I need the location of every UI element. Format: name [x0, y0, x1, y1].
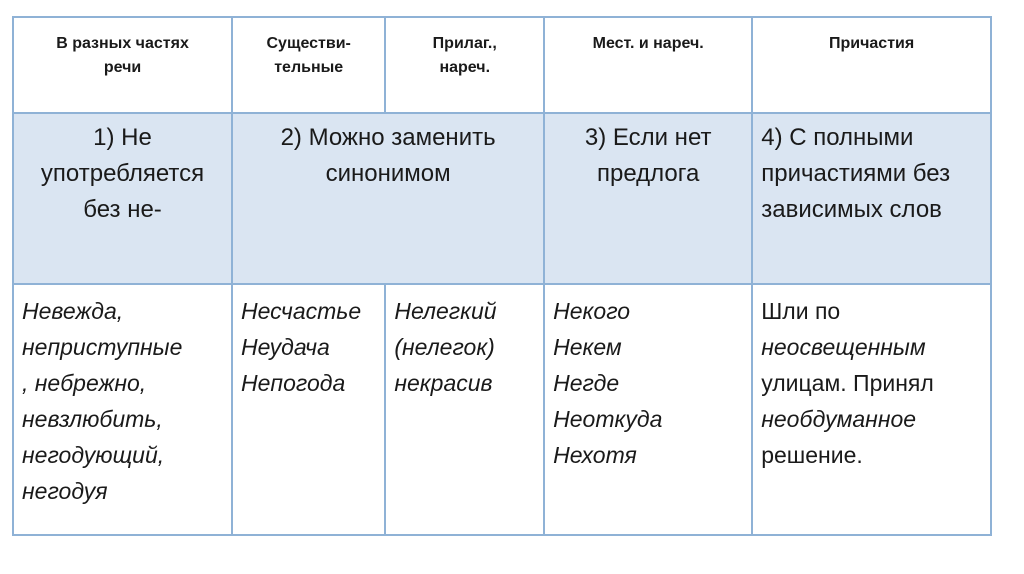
rules-table	[12, 16, 992, 536]
header-text: Существи-	[266, 35, 351, 52]
example-phrase: необдуманное	[761, 406, 917, 432]
example-word: неприступные	[22, 334, 183, 360]
example-word: негодуя	[22, 478, 108, 504]
rule-text: 3) Если нет	[584, 124, 712, 151]
header-participles	[752, 17, 991, 113]
example-word: Непогода	[241, 370, 346, 396]
example-word: Неоткуда	[553, 406, 663, 432]
header-text: тельные	[274, 59, 344, 76]
example-word: Негде	[553, 370, 620, 396]
rule-1	[13, 113, 232, 284]
example-word: , небрежно,	[22, 370, 147, 396]
rule-text: без не-	[83, 196, 162, 223]
example-word: Некем	[553, 334, 622, 360]
rule-row	[13, 113, 991, 284]
header-text: речи	[103, 59, 142, 76]
examples-5	[752, 284, 991, 535]
examples-2	[232, 284, 385, 535]
example-word: негодующий,	[22, 442, 165, 468]
examples-3	[385, 284, 544, 535]
rule-text: причастиями без	[761, 160, 951, 187]
rule-text: 2) Можно заменить	[280, 124, 496, 151]
rule-3	[544, 113, 752, 284]
header-text: Прилаг.,	[432, 35, 497, 52]
example-word: Неудача	[241, 334, 330, 360]
rule-text: 4) С полными	[761, 124, 914, 151]
rule-text: предлога	[596, 160, 700, 187]
header-text: В разных частях	[56, 35, 189, 52]
header-adjectives	[385, 17, 544, 113]
header-parts-of-speech	[13, 17, 232, 113]
example-word: некрасив	[394, 370, 493, 396]
rule-2	[232, 113, 544, 284]
example-word: Невежда,	[22, 298, 124, 324]
examples-4	[544, 284, 752, 535]
examples-1	[13, 284, 232, 535]
example-word: (нелегок)	[394, 334, 495, 360]
header-text: нареч.	[439, 59, 491, 76]
examples-row	[13, 284, 991, 535]
example-phrase: неосвещенным	[761, 334, 926, 360]
header-text: Мест. и нареч.	[592, 35, 704, 52]
example-word: Некого	[553, 298, 631, 324]
header-pronouns-adverbs	[544, 17, 752, 113]
rule-4	[752, 113, 991, 284]
example-word: невзлюбить,	[22, 406, 163, 432]
header-text: Причастия	[829, 35, 915, 52]
header-row	[13, 17, 991, 113]
example-phrase: решение.	[761, 442, 863, 468]
example-word: Нехотя	[553, 442, 637, 468]
rule-text: зависимых слов	[761, 196, 942, 223]
example-word: Нелегкий	[394, 298, 497, 324]
header-nouns	[232, 17, 385, 113]
rule-text: синонимом	[325, 160, 451, 187]
rule-text: употребляется	[40, 160, 205, 187]
example-phrase: Шли по	[761, 298, 841, 324]
rule-text: 1) Не	[93, 124, 152, 151]
example-phrase: улицам. Принял	[761, 370, 934, 396]
example-word: Несчастье	[241, 298, 362, 324]
